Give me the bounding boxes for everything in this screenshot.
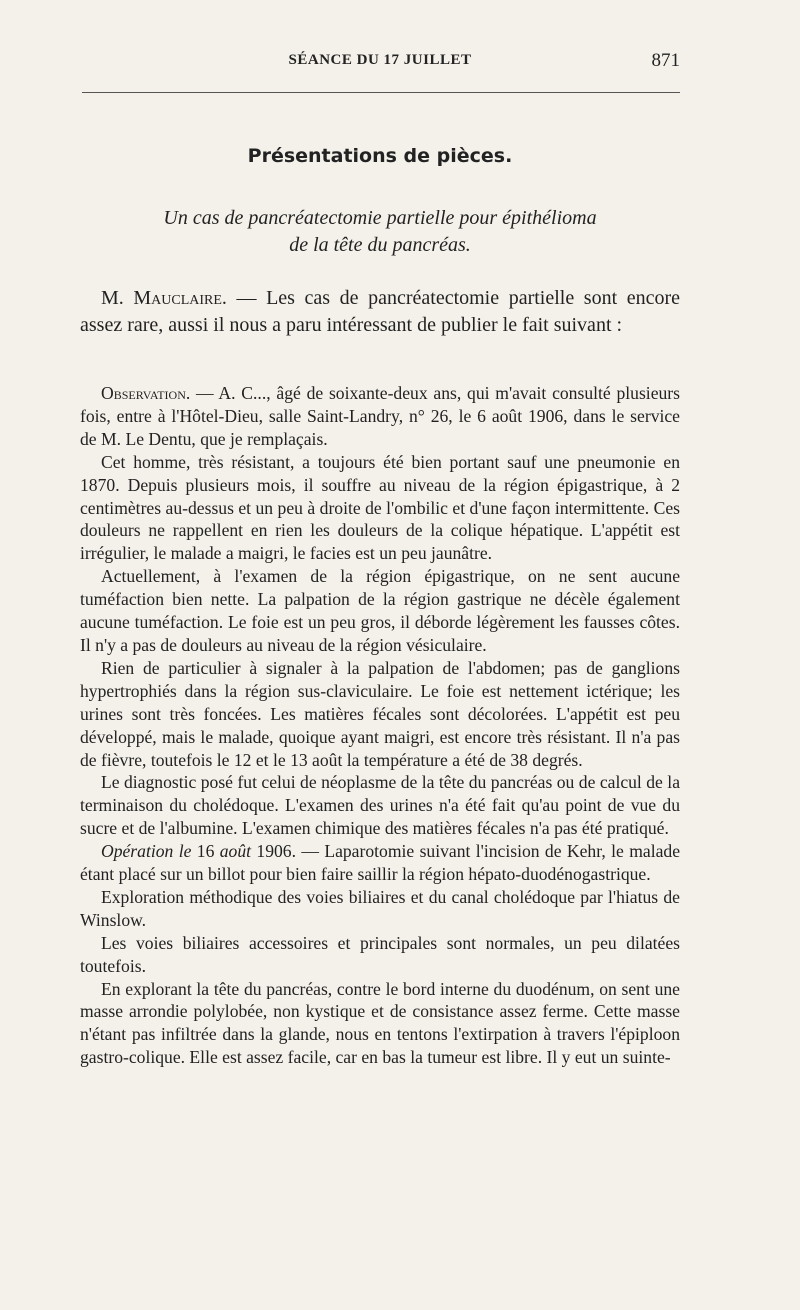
page-number: 871 (651, 50, 680, 71)
header-rule (82, 92, 680, 93)
running-title: SÉANCE DU 17 JUILLET (288, 52, 472, 68)
observation-label: Observation. (101, 383, 191, 403)
paragraph: Actuellement, à l'examen de la région épigastrique, on ne sent aucune tuméfaction bien nette. La palpation de la région gastrique ne décèle également aucune tuméfaction. Le foie est un peu gros, il déborde légèrement les fausses côtes. Il n'y a pas de douleurs au niveau de la région vésiculaire. (80, 566, 680, 655)
observation-block (80, 382, 680, 1069)
author-name: M. Mauclaire. (101, 287, 227, 309)
paragraph: En explorant la tête du pancréas, contre le bord interne du duodénum, on sent une masse arrondie polylobée, non kystique et de consistance assez ferme. Cette masse n'étant pas infiltrée dans la glande, nous en tentons l'extirpation à travers l'épiploon gastro-colique. Elle est assez facile, car en bas la tumeur est libre. Il y eut un suinte- (80, 978, 680, 1068)
intro-text: — Les cas de pancréatectomie partielle sont encore assez rare, aussi il nous a paru intéressant de publier le fait suivant : (80, 287, 680, 336)
paragraph: Les voies biliaires accessoires et principales sont normales, un peu dilatées toutefois. (80, 932, 680, 976)
section-title: Présentations de pièces. (247, 145, 513, 167)
article-subtitle (80, 205, 680, 259)
observation-text: — A. C..., âgé de soixante-deux ans, qui m'avait consulté plusieurs fois, entre à l'Hôtel-Dieu, salle Saint-Landry, n° 26, le 6 août 1906, dans le service de M. Le Dentu, que je remplaçais. (80, 383, 680, 449)
subtitle-line-2: de la tête du pancréas. (289, 234, 471, 256)
paragraph: Exploration méthodique des voies biliaires et du canal cholédoque par l'hiatus de Winslow. (80, 886, 680, 930)
operation-paragraph (80, 840, 680, 886)
intro-paragraph (80, 285, 680, 339)
paragraph: Rien de particulier à signaler à la palpation de l'abdomen; pas de ganglions hypertrophiés dans la région sus-claviculaire. Le foie est nettement ictérique; les urines sont très foncées. Les matières fécales sont décolorées. L'appétit est peu développé, mais le malade, quoique ayant maigri, est encore très résistant. Il n'a pas de fièvre, toutefois le 12 et le 13 août la température a été de 38 degrés. (80, 657, 680, 770)
operation-label-b: août (219, 841, 252, 862)
operation-day: 16 (191, 841, 220, 862)
operation-text: 1906. — Laparotomie suivant l'incision de Kehr, le malade étant placé sur un billot pour bien faire saillir la région hépato-duodénogastrique. (80, 841, 681, 885)
paragraph: Le diagnostic posé fut celui de néoplasme de la tête du pancréas ou de calcul de la terminaison du cholédoque. L'examen des urines n'a été fait qu'au point de vue du sucre et de l'albumine. L'examen chimique des matières fécales n'a pas été pratiqué. (80, 772, 680, 839)
paragraph: Cet homme, très résistant, a toujours été bien portant sauf une pneumonie en 1870. Depuis plusieurs mois, il souffre au niveau de la région épigastrique, à 2 centimètres au-dessus et un peu à droite de l'ombilic et d'une façon intermittente. Ces douleurs ne rappellent en rien les douleurs de la colique hépatique. L'appétit est irrégulier, le malade a maigri, le facies est un peu jaunâtre. (80, 451, 680, 564)
subtitle-line-1: Un cas de pancréatectomie partielle pour épithélioma (163, 207, 597, 229)
running-head (80, 50, 680, 74)
operation-label-a: Opération le (101, 841, 192, 862)
